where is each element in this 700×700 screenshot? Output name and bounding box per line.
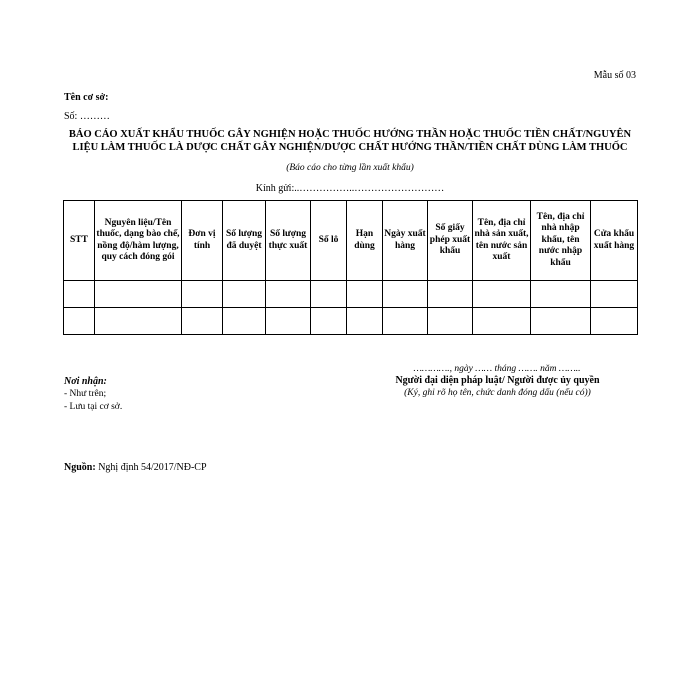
recipient-item: - Lưu tại cơ sở. [64, 402, 123, 412]
header-cell: Đơn vị tính [182, 201, 223, 281]
signature-note: (Ký, ghi rõ họ tên, chức danh đóng dấu (nếu có)) [404, 388, 591, 398]
table-cell[interactable] [428, 308, 473, 335]
source-text: Nghị định 54/2017/NĐ-CP [95, 462, 207, 473]
table-cell[interactable] [347, 281, 383, 308]
recipient-item: - Như trên; [64, 389, 107, 399]
header-cell: Số giấy phép xuất khẩu [428, 201, 473, 281]
report-title-line-1: BÁO CÁO XUẤT KHẨU THUỐC GÂY NGHIỆN HOẶC THUỐC HƯỚNG THẦN HOẶC THUỐC TIỀN CHẤT/NGUYÊN [68, 129, 632, 140]
table-cell[interactable] [531, 308, 591, 335]
header-cell: Tên, địa chỉ nhà sản xuất, tên nước sản xuất [473, 201, 531, 281]
export-report-table [63, 200, 638, 335]
table-cell[interactable] [182, 281, 223, 308]
header-cell: Số lô [311, 201, 347, 281]
facility-name-label: Tên cơ sở: [64, 92, 109, 103]
report-title [55, 128, 645, 154]
header-cell: Số lượng đã duyệt [223, 201, 266, 281]
table-cell[interactable] [95, 281, 182, 308]
table-cell[interactable] [266, 281, 311, 308]
table-cell[interactable] [223, 281, 266, 308]
table-cell[interactable] [64, 281, 95, 308]
recipients-label: Nơi nhận: [64, 376, 107, 387]
table-row [64, 308, 638, 335]
table-cell[interactable] [531, 281, 591, 308]
source-label: Nguồn: [64, 462, 96, 473]
header-cell: STT [64, 201, 95, 281]
table-cell[interactable] [182, 308, 223, 335]
header-cell: Hạn dùng [347, 201, 383, 281]
table-cell[interactable] [266, 308, 311, 335]
table-cell[interactable] [473, 308, 531, 335]
table-cell[interactable] [311, 281, 347, 308]
date-line: …………., ngày …… tháng ……. năm …….. [413, 364, 581, 374]
source-citation [64, 462, 207, 473]
table-cell[interactable] [311, 308, 347, 335]
table-cell[interactable] [591, 308, 638, 335]
table-cell[interactable] [591, 281, 638, 308]
report-subtitle: (Báo cáo cho từng lần xuất khẩu) [286, 163, 414, 173]
table-cell[interactable] [383, 281, 428, 308]
header-cell: Số lượng thực xuất [266, 201, 311, 281]
header-cell: Cửa khẩu xuất hàng [591, 201, 638, 281]
table-cell[interactable] [223, 308, 266, 335]
report-title-line-2: LIỆU LÀM THUỐC LÀ DƯỢC CHẤT GÂY NGHIỆN/DƯỢC CHẤT HƯỚNG THẦN/TIỀN CHẤT DÙNG LÀM THUỐC [72, 142, 628, 153]
table-header-row [64, 201, 638, 281]
form-number: Mẫu số 03 [593, 70, 636, 81]
table-cell[interactable] [473, 281, 531, 308]
table-cell[interactable] [347, 308, 383, 335]
table-cell[interactable] [383, 308, 428, 335]
table-cell[interactable] [95, 308, 182, 335]
signer-title: Người đại diện pháp luật/ Người được ủy quyền [395, 375, 600, 386]
header-cell: Tên, địa chỉ nhà nhập khẩu, tên nước nhập khẩu [531, 201, 591, 281]
table-cell[interactable] [428, 281, 473, 308]
table-cell[interactable] [64, 308, 95, 335]
addressee-line: Kính gửi:..……………..……………………… [255, 183, 445, 194]
header-cell: Nguyên liệu/Tên thuốc, dạng bào chế, nồng độ/hàm lượng, quy cách đóng gói [95, 201, 182, 281]
document-number-label: Số: ……… [64, 111, 110, 122]
header-cell: Ngày xuất hàng [383, 201, 428, 281]
table-row [64, 281, 638, 308]
